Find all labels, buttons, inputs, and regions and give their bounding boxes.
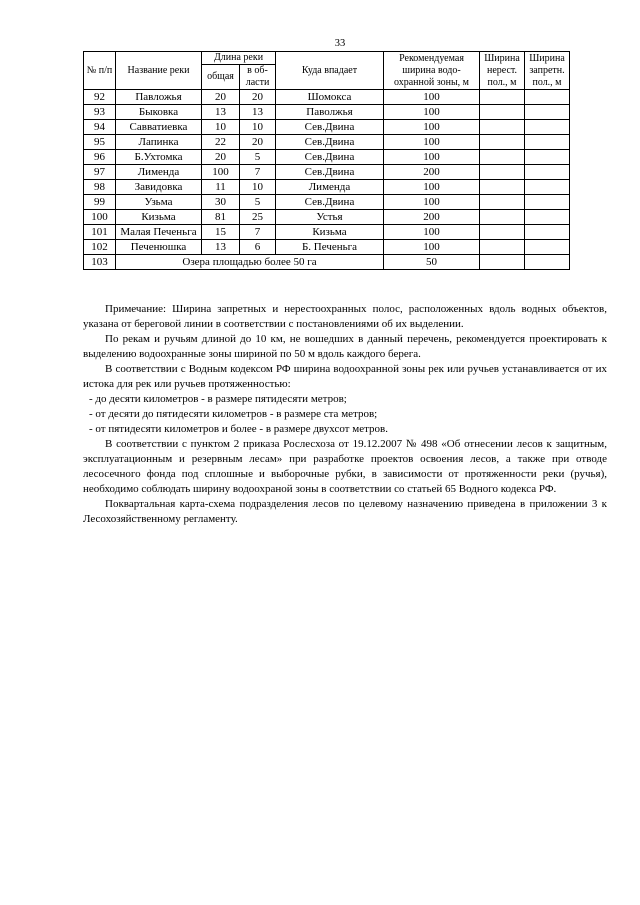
cell-total: 20 [202,90,240,105]
header-width-zapret: Ширина запретн. пол., м [525,52,570,90]
cell-total: 13 [202,240,240,255]
note-paragraph: В соответствии с пунктом 2 приказа Рослесхоза от 19.12.2007 № 498 «Об отнесении лесов к защитным, эксплуатационным и резервным лесам» при разработке проектов освоения лесов, а также при отводе лесосечного фонда под сплошные и выборочные рубки, в зависимости от протяженности реки (ручья), необходимо соблюдать ширину водоохраной зоны в соответствии со статьей 65 Водного кодекса РФ. [83,438,607,495]
note-paragraph: Примечание: Ширина запретных и нерестоохранных полос, расположенных вдоль водных объектов, указана от береговой линии в соответствии с постановлениями об их выделении. [83,303,607,330]
cell-region: 20 [240,135,276,150]
cell-width: 100 [384,180,480,195]
header-flows-into: Куда впадает [276,52,384,90]
table-row [84,180,570,195]
cell-zapret [525,105,570,120]
cell-into: Шомокса [276,90,384,105]
cell-nerest [480,255,525,270]
cell-width: 100 [384,150,480,165]
cell-lakes-label: Озера площадью более 50 га [116,255,384,270]
cell-width: 100 [384,120,480,135]
cell-name: Савватиевка [116,120,202,135]
cell-num: 97 [84,165,116,180]
cell-zapret [525,240,570,255]
table-row [84,150,570,165]
header-length: Длина реки [202,52,276,65]
cell-name: Лименда [116,165,202,180]
cell-name: Быковка [116,105,202,120]
cell-total: 22 [202,135,240,150]
cell-into: Кизьма [276,225,384,240]
cell-name: Печенюшка [116,240,202,255]
cell-nerest [480,195,525,210]
cell-zapret [525,225,570,240]
cell-region: 10 [240,120,276,135]
cell-into: Б. Печеньга [276,240,384,255]
cell-name: Павложья [116,90,202,105]
notes-section [83,302,607,527]
header-num: № п/п [84,52,116,90]
cell-zapret [525,180,570,195]
cell-width: 100 [384,105,480,120]
cell-into: Устья [276,210,384,225]
cell-region: 25 [240,210,276,225]
cell-nerest [480,120,525,135]
table-row [84,90,570,105]
cell-zapret [525,255,570,270]
cell-region: 7 [240,225,276,240]
cell-width: 200 [384,165,480,180]
table-row [84,195,570,210]
cell-total: 81 [202,210,240,225]
cell-total: 100 [202,165,240,180]
cell-width: 100 [384,90,480,105]
cell-num: 103 [84,255,116,270]
note-dash-item: - от пятидесяти километров и более - в размере двухсот метров. [89,423,388,435]
cell-region: 5 [240,195,276,210]
cell-nerest [480,135,525,150]
cell-num: 92 [84,90,116,105]
note-dash-item: - от десяти до пятидесяти километров - в размере ста метров; [89,408,378,420]
cell-region: 6 [240,240,276,255]
rivers-table [83,51,570,270]
cell-width: 100 [384,135,480,150]
cell-width: 100 [384,240,480,255]
table-row [84,165,570,180]
cell-zapret [525,195,570,210]
header-name: Название реки [116,52,202,90]
cell-name: Узьма [116,195,202,210]
cell-width: 100 [384,195,480,210]
cell-width: 100 [384,225,480,240]
table-row [84,135,570,150]
cell-width: 50 [384,255,480,270]
cell-into: Сев.Двина [276,150,384,165]
cell-num: 99 [84,195,116,210]
cell-nerest [480,225,525,240]
cell-nerest [480,180,525,195]
header-recommended-width: Рекомендуемая ширина водо-охранной зоны, м [384,52,480,90]
header-width-nerest: Ширина нерест. пол., м [480,52,525,90]
cell-into: Паволжья [276,105,384,120]
note-paragraph: Поквартальная карта-схема подразделения лесов по целевому назначению приведена в приложении 3 к Лесохозяйственному регламенту. [83,498,607,525]
cell-width: 200 [384,210,480,225]
header-length-total: общая [202,65,240,90]
cell-into: Сев.Двина [276,120,384,135]
cell-num: 93 [84,105,116,120]
cell-num: 101 [84,225,116,240]
page-number: 33 [334,38,346,49]
table-row [84,120,570,135]
cell-zapret [525,150,570,165]
cell-into: Сев.Двина [276,195,384,210]
cell-into: Сев.Двина [276,165,384,180]
cell-zapret [525,135,570,150]
cell-zapret [525,210,570,225]
note-paragraph: По рекам и ручьям длиной до 10 км, не вошедших в данный перечень, рекомендуется проектировать к выделению водоохранные зоны шириной по 50 м вдоль каждого берега. [83,333,607,360]
cell-num: 95 [84,135,116,150]
cell-name: Кизьма [116,210,202,225]
cell-region: 10 [240,180,276,195]
header-length-region: в об-ласти [240,65,276,90]
table-row [84,210,570,225]
cell-nerest [480,105,525,120]
cell-total: 11 [202,180,240,195]
cell-name: Малая Печеньга [116,225,202,240]
cell-region: 5 [240,150,276,165]
cell-region: 7 [240,165,276,180]
cell-region: 20 [240,90,276,105]
note-dash-item: - до десяти километров - в размере пятидесяти метров; [89,393,347,405]
cell-nerest [480,90,525,105]
cell-total: 13 [202,105,240,120]
cell-zapret [525,165,570,180]
cell-nerest [480,210,525,225]
cell-name: Лапинка [116,135,202,150]
table-row [84,105,570,120]
cell-num: 96 [84,150,116,165]
cell-zapret [525,120,570,135]
cell-total: 10 [202,120,240,135]
cell-zapret [525,90,570,105]
cell-num: 94 [84,120,116,135]
cell-num: 100 [84,210,116,225]
cell-nerest [480,150,525,165]
table-row-lakes [84,255,570,270]
cell-num: 102 [84,240,116,255]
cell-name: Завидовка [116,180,202,195]
cell-name: Б.Ухтомка [116,150,202,165]
cell-into: Лименда [276,180,384,195]
cell-total: 20 [202,150,240,165]
note-paragraph: В соответствии с Водным кодексом РФ ширина водоохранной зоны рек или ручьев устанавливается от их истока для рек или ручьев протяженностью: [83,363,607,390]
cell-nerest [480,165,525,180]
cell-num: 98 [84,180,116,195]
cell-into: Сев.Двина [276,135,384,150]
cell-total: 30 [202,195,240,210]
cell-region: 13 [240,105,276,120]
table-row [84,225,570,240]
cell-nerest [480,240,525,255]
table-row [84,240,570,255]
cell-total: 15 [202,225,240,240]
